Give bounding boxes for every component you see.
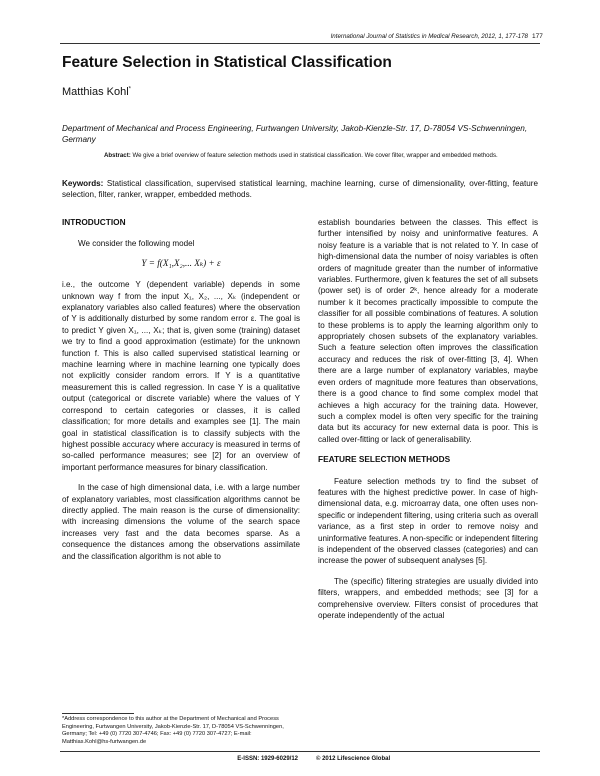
journal-citation: International Journal of Statistics in Medical Research, 2012, 1, 177-178 <box>330 33 528 40</box>
footer-issn: E-ISSN: 1929-6029/12 <box>237 756 298 762</box>
intro-paragraph-1: i.e., the outcome Y (dependent variable) depends in some unknown way f from the input X₁, X₂, ..., Xₖ (independent or explanatory variables also called features) where the observation of Y is additionally disturbed by some random error ε. The goal is to predict Y given X₁, ..., Xₖ; that is, given some (training) dataset we try to find a good approximation (estimate) for the unknown function f. This is also called supervised statistical learning or machine learning where in machine learning one typically does not explicitly consider random errors. If Y is a quantitative measurement this is called regression. In case Y is a qualitative output (categorical or discrete variable) where the values of Y correspond to certain categories or classes, it is called classification; for more details and examples see [1]. The main goal in statistical classification is to classify subjects with the highest possible accuracy where accuracy is measured in terms of so-called performance measures; see [2] for an overview of important performance measures for binary classification. <box>62 280 300 472</box>
author-mark: * <box>128 86 131 93</box>
fs-paragraph-2: The (specific) filtering strategies are usually divided into filters, wrappers, and embedded methods; see [3] for a comprehensive overview. Filters consist of procedures that operate independently of the actual <box>318 576 538 620</box>
left-column <box>62 217 300 562</box>
keywords <box>62 178 538 201</box>
correspondence-footnote: *Address correspondence to this author at the Department of Mechanical and Process Engineering, Furtwangen University, Jakob-Kienzle-Str. 17, D-78054 VS-Schwenningen, Germany; Tel: +49 (0) 7720 307-4746; Fax: +49 (0) 7720 307-4727; E-mail: Matthias.Kohl@hs-furtwangen.de <box>62 716 284 745</box>
footer-copyright: © 2012 Lifescience Global <box>316 756 391 762</box>
affiliation: Department of Mechanical and Process Engineering, Furtwangen University, Jakob-Kienzle-Str. 17, D-78054 VS-Schwenningen, Germany <box>62 124 528 144</box>
fs-paragraph-1: Feature selection methods try to find the subset of features with the highest predictive power. In case of high-dimensional data, e.g. microarray data, one often uses non-specific or independent filtering, using criteria such as overall variance, as a first step in order to remove noisy and uninformative features. A non-specific or independent filtering is independent of the observed classes (categories) and can increase the power of subsequent analyses [5]. <box>318 476 538 566</box>
model-equation: Y = f(X₁,X₂,... Xₖ) + ε <box>141 257 221 268</box>
right-column <box>318 217 538 621</box>
author <box>62 86 131 98</box>
intro-lead: We consider the following model <box>78 239 195 249</box>
abstract <box>104 152 534 161</box>
intro-paragraph-2: In the case of high dimensional data, i.e. with a large number of explanatory variables, most classification algorithms cannot be directly applied. The main reason is the curse of dimensionality: with increasing dimensions the volume of the search space increases very fast and the data becomes sparse. As a consequence the distances among the observations assimilate and the classification algorithm is not able to <box>62 483 300 561</box>
footnote-rule <box>62 713 134 714</box>
journal-header <box>60 33 540 40</box>
intro-paragraph-3: establish boundaries between the classes. This effect is further intensified by noisy and uninformative features. A noisy feature is a variable that is not related to Y. In case of high-dimensional data the number of noisy variables is often orders of magnitude greater than the number of informative variables. Furthermore, given k features the set of all subsets (power set) is of order 2ᵏ, hence already for a moderate number k it becomes practically impossible to compute the classifier for all possible combinations of features. A solution to these problems is to apply the learning algorithm only to appropriately chosen subsets of the explanatory variables. Such a feature selection often improves the classification accuracy and reduces the risk of over-fitting [3, 4]. When there are a large number of explanatory variables, maybe even orders of magnitude more features than observations, there is a good chance to find some complex model that achieves a high accuracy for the training data. However, such a complex model is often very specific for the training data but its accuracy for new external data is poor. This is called over-fitting or lack of generalisability. <box>318 218 538 444</box>
page-number: 177 <box>532 33 543 40</box>
footer-rule <box>60 751 540 752</box>
section-heading-introduction: INTRODUCTION <box>62 217 126 227</box>
section-heading-feature-selection: FEATURE SELECTION METHODS <box>318 454 451 465</box>
paper-title: Feature Selection in Statistical Classification <box>62 54 392 71</box>
abstract-label: Abstract: <box>104 152 131 159</box>
header-rule <box>60 43 540 44</box>
keywords-text: Statistical classification, supervised statistical learning, machine learning, curse of dimensionality, over-fitting, feature selection, filter, ranker, wrapper, embedded methods. <box>62 179 538 200</box>
keywords-label: Keywords: <box>62 179 104 188</box>
abstract-text: We give a brief overview of feature selection methods used in statistical classification. We cover filter, wrapper and embedded methods. <box>130 152 498 159</box>
author-name: Matthias Kohl <box>62 86 129 98</box>
